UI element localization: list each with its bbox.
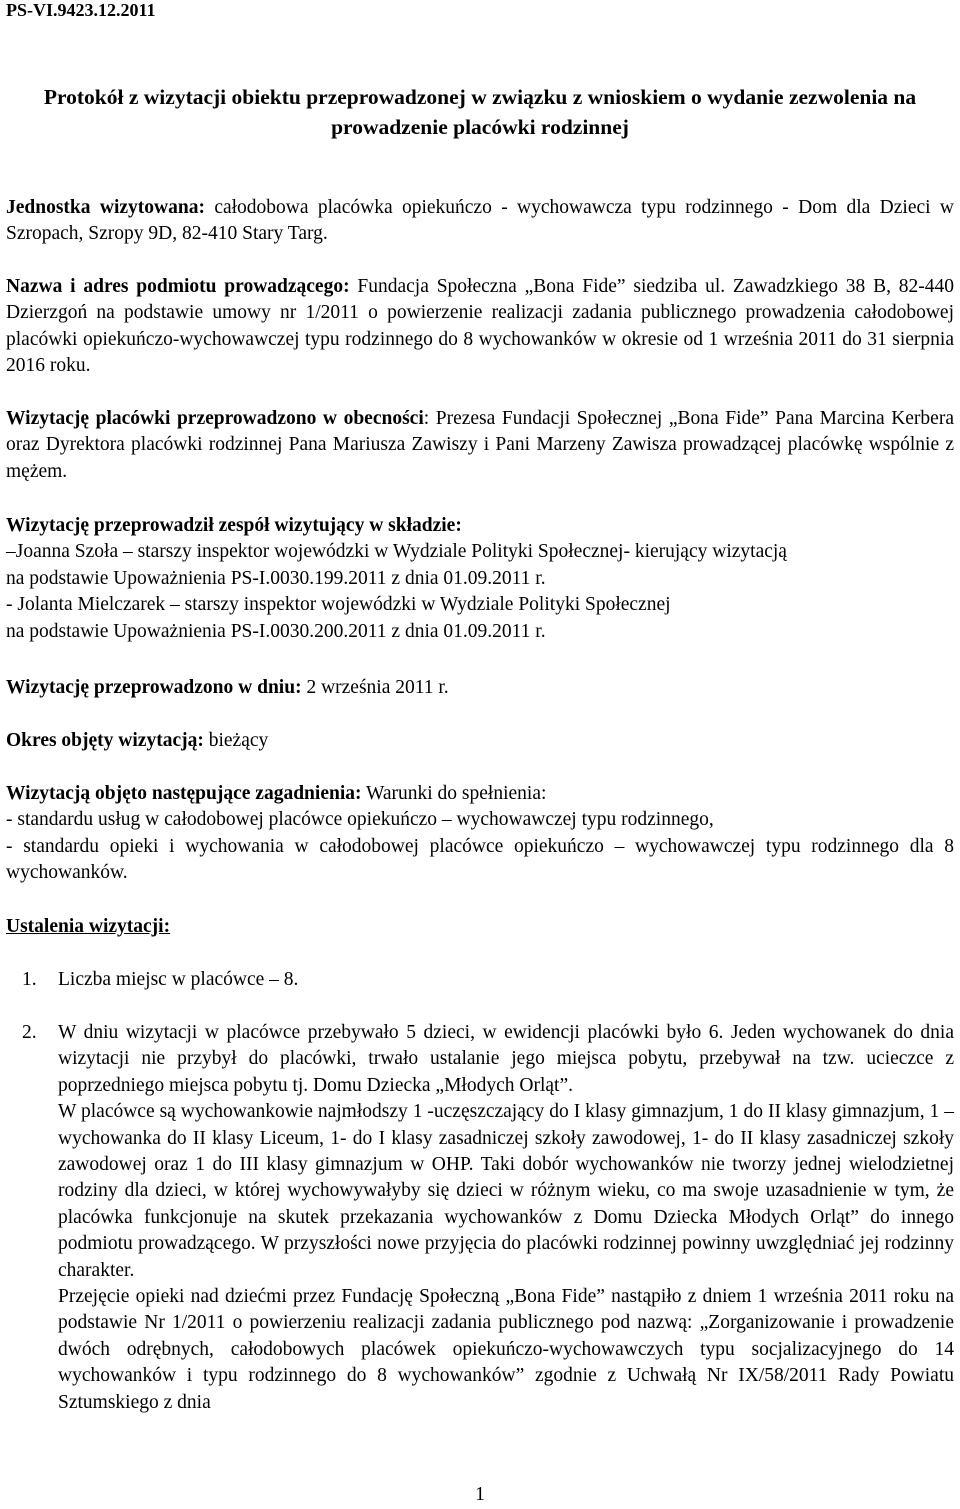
finding-1-number: 1. bbox=[22, 969, 37, 990]
page-title: Protokół z wizytacji obiektu przeprowadzonej w związku z wnioskiem o wydanie zezwolenia na prowadzenie placówki rodzinnej bbox=[43, 85, 917, 139]
team-section bbox=[6, 513, 954, 645]
page-number: 1 bbox=[475, 1484, 485, 1505]
findings-section bbox=[6, 914, 954, 940]
operator-text: Fundacja Społeczna „Bona Fide” siedziba ul. Zawadzkiego 38 B, 82-440 Dzierzgoń na podstawie umowy nr 1/2011 o powierzenie realizacji zadania publicznego prowadzenia całodobowej placówki opiekuńczo-wychowawczej typu rodzinnego do 8 wychowanków w okresie od 1 września 2011 do 31 sierpnia 2016 roku. bbox=[6, 276, 955, 377]
list-item bbox=[6, 967, 954, 993]
finding-2-paragraph-1: W dniu wizytacji w placówce przebywało 5 dzieci, w ewidencji placówki było 6. Jeden wychowanek do dnia wizytacji nie przybył do placówki, trwało ustalanie jego miejsca pobytu, przebywał na tzw. ucieczce z poprzedniego miejsca pobytu tj. Domu Dziecka „Młodych Orląt”. bbox=[58, 1022, 954, 1096]
operator-section bbox=[6, 274, 954, 380]
team-member-1-role: –Joanna Szoła – starszy inspektor wojewódzki w Wydziale Polityki Społecznej- kierujący wizytacją bbox=[6, 541, 787, 563]
document-reference: PS-VI.9423.12.2011 bbox=[6, 0, 156, 20]
presence-section bbox=[6, 406, 954, 485]
team-member-1-authorization: na podstawie Upoważnienia PS-I.0030.199.2011 z dnia 01.09.2011 r. bbox=[6, 567, 546, 589]
scope-text: Warunki do spełnienia: bbox=[361, 783, 547, 804]
date-label: Wizytację przeprowadzono w dniu: bbox=[6, 677, 302, 698]
scope-label: Wizytacją objęto następujące zagadnienia: bbox=[6, 783, 362, 804]
team-member-2-authorization: na podstawie Upoważnienia PS-I.0030.200.2011 z dnia 01.09.2011 r. bbox=[6, 620, 546, 642]
visited-unit-label: Jednostka wizytowana: bbox=[6, 197, 205, 218]
team-label: Wizytację przeprowadził zespół wizytujący w składzie: bbox=[6, 515, 462, 536]
date-text: 2 września 2011 r. bbox=[301, 677, 449, 698]
presence-text: : Prezesa Fundacji Społecznej „Bona Fide” Pana Marcina Kerbera oraz Dyrektora placówki rodzinnej Pana Mariusza Zawiszy i Pani Marzeny Zawisza prowadzącej placówkę wspólnie z mężem. bbox=[6, 408, 954, 482]
scope-section bbox=[6, 781, 954, 887]
visited-unit-section bbox=[6, 195, 954, 248]
date-section bbox=[6, 675, 954, 701]
period-section bbox=[6, 728, 954, 754]
finding-2-number: 2. bbox=[22, 1022, 37, 1043]
finding-2-paragraph-3: Przejęcie opieki nad dziećmi przez Fundację Społeczną „Bona Fide” nastąpiło z dniem 1 września 2011 roku na podstawie Nr 1/2011 o powierzeniu realizacji zadania publicznego pod nazwą: „Zorganizowanie i prowadzenie dwóch odrębnych, całodobowych placówek opiekuńczo-wychowawczych typu socjalizacyjnego do 14 wychowanków i typu rodzinnego do 8 wychowanków” zgodnie z Uchwałą Nr IX/58/2011 Rady Powiatu Sztumskiego z dnia bbox=[58, 1286, 954, 1413]
visited-unit-text: całodobowa placówka opiekuńczo - wychowawcza typu rodzinnego - Dom dla Dzieci w Szropach, Szropy 9D, 82-410 Stary Targ. bbox=[6, 197, 955, 245]
team-member-2-role: - Jolanta Mielczarek – starszy inspektor wojewódzki w Wydziale Polityki Społecznej bbox=[6, 594, 671, 616]
scope-item-1: - standardu usług w całodobowej placówce opiekuńczo – wychowawczej typu rodzinnego, bbox=[6, 809, 714, 831]
period-text: bieżący bbox=[203, 730, 269, 751]
period-label: Okres objęty wizytacją: bbox=[6, 730, 204, 751]
operator-label: Nazwa i adres podmiotu prowadzącego: bbox=[6, 276, 350, 297]
scope-item-2: - standardu opieki i wychowania w całodobowej placówce opiekuńczo – wychowawczej typu rodzinnego dla 8 wychowanków. bbox=[6, 835, 954, 884]
presence-label: Wizytację placówki przeprowadzono w obecności bbox=[6, 408, 424, 429]
findings-heading: Ustalenia wizytacji: bbox=[6, 916, 171, 937]
finding-1-text: Liczba miejsc w placówce – 8. bbox=[58, 969, 299, 990]
finding-2-paragraph-2: W placówce są wychowankowie najmłodszy 1 -uczęszczający do I klasy gimnazjum, 1 do II klasy gimnazjum, 1 – wychowanka do II klasy Liceum, 1- do I klasy zasadniczej szkoły zawodowej, 1- do II klasy zasadniczej szkoły zawodowej oraz 1 do III klasy gimnazjum w OHP. Taki dobór wychowanków nie tworzy jednej wielodzietnej rodziny dla dzieci, w której wychowywałyby się dzieci w różnym wieku, co ma swoje uzasadnienie w tym, że placówka funkcjonuje na skutek przekazania wychowanków z Domu Dziecka Młodych Orląt” do innego podmiotu prowadzącego. W przyszłości nowe przyjęcia do placówki rodzinnej powinny uwzględniać jej rodzinny charakter. bbox=[58, 1101, 954, 1281]
findings-list-cont bbox=[6, 1020, 954, 1416]
findings-list bbox=[6, 967, 954, 993]
list-item bbox=[6, 1020, 954, 1416]
